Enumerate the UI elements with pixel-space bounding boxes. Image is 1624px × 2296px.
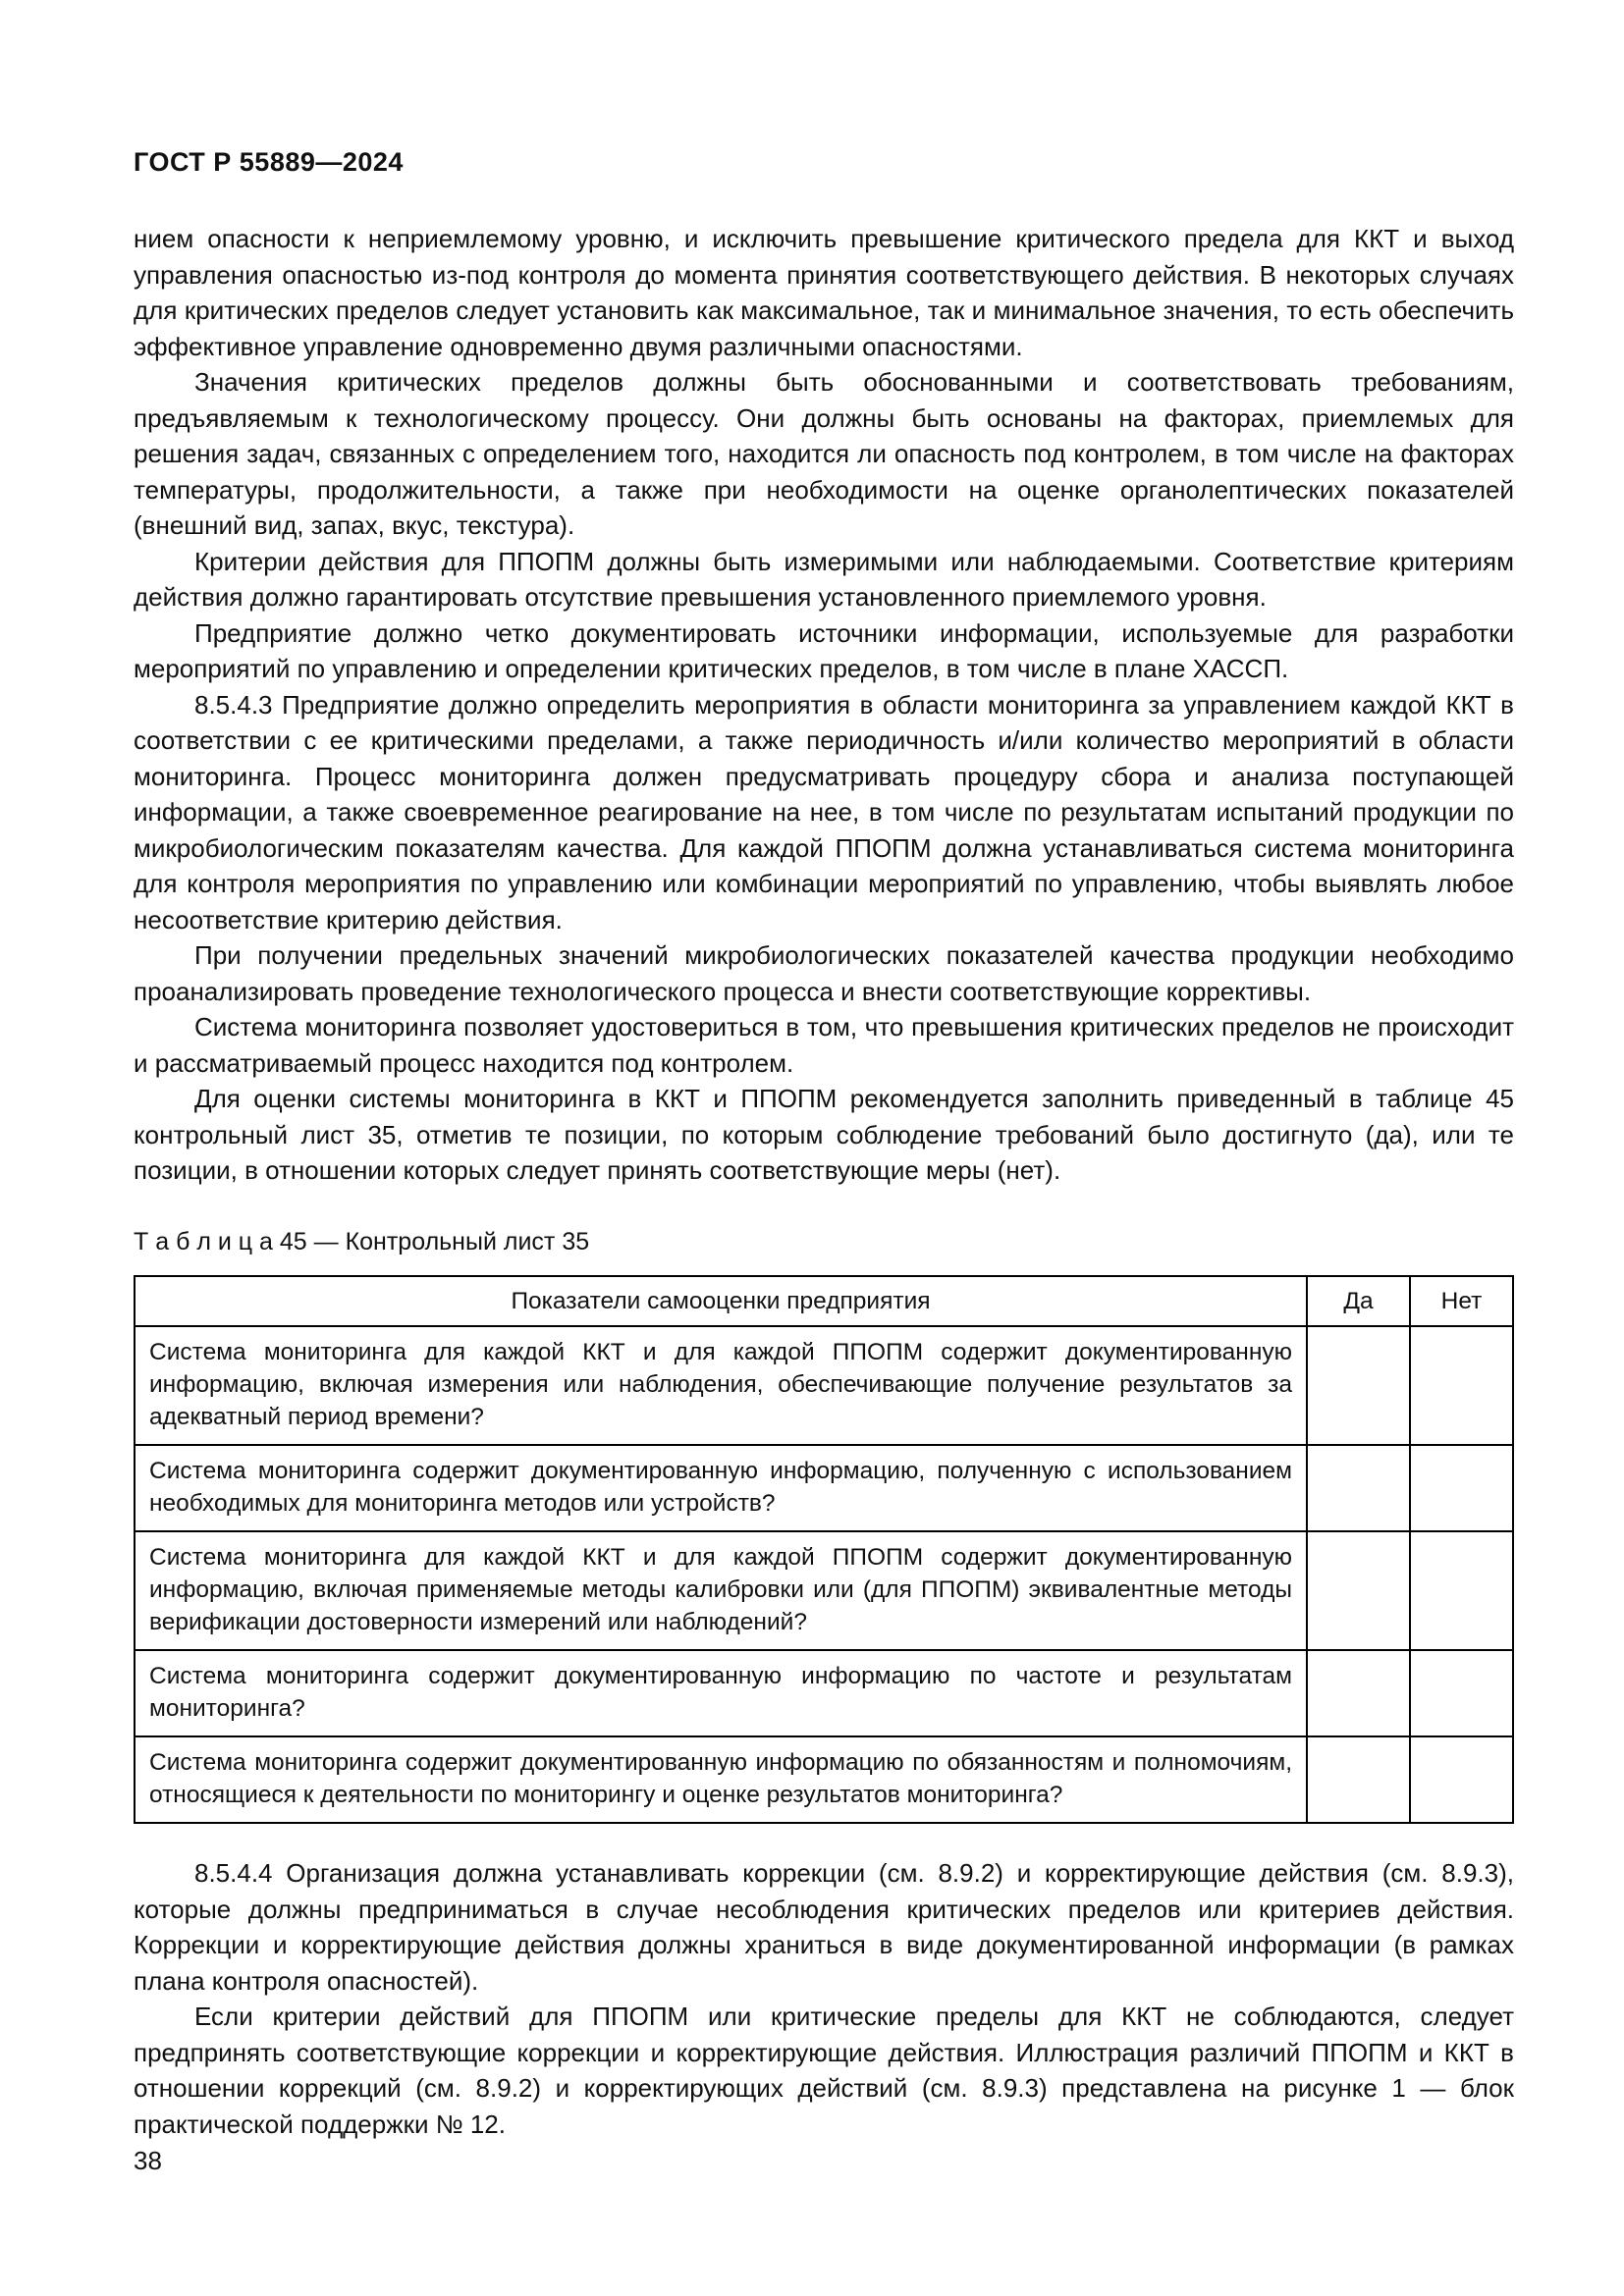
body-paragraph: Значения критических пределов должны быть обоснованными и соответствовать требованиям, предъявляемым к технологическому процессу. Они должны быть основаны на факторах, приемлемых для решения задач, связанных с определением того, находится ли опасность под контролем, в том числе на факторах температуры, продолжительности, а также при необходимости на оценке органолептических показателей (внешний вид, запах, вкус, текстура). [134, 367, 1514, 540]
table-cell-da [1307, 1650, 1410, 1736]
table-row [135, 1531, 1513, 1650]
body-paragraph: Критерии действия для ППОПМ должны быть измеримыми или наблюдаемыми. Соответствие критериям действия должно гарантировать отсутствие превышения установленного приемлемого уровня. [134, 546, 1514, 612]
table-cell-da [1307, 1445, 1410, 1531]
after-table-text [134, 1855, 1514, 2142]
table-row [135, 1445, 1513, 1531]
table-cell-indicator: Система мониторинга для каждой ККТ и для каждой ППОПМ содержит документированную информацию, включая применяемые методы калибровки или (для ППОПМ) эквивалентные методы верификации достоверности измерений или наблюдений? [135, 1531, 1307, 1650]
table-header-da: Да [1307, 1276, 1410, 1326]
body-paragraph: нием опасности к неприемлемому уровню, и исключить превышение критического предела для ККТ и выход управления опасностью из-под контроля до момента принятия соответствующего действия. В некоторых случаях для критических пределов следует установить как максимальное, так и минимальное значения, то есть обеспечить эффективное управление одновременно двумя различными опасностями. [134, 224, 1514, 361]
table-cell-net [1410, 1326, 1513, 1445]
table-cell-indicator: Система мониторинга содержит документированную информацию, полученную с использованием необходимых для мониторинга методов или устройств? [135, 1445, 1307, 1531]
table-cell-da [1307, 1326, 1410, 1445]
body-paragraph-8543: 8.5.4.3 Предприятие должно определить мероприятия в области мониторинга за управлением каждой ККТ в соответствии с ее критическими пределами, а также периодичность и/или количество мероприятий в области мониторинга. Процесс мониторинга должен предусматривать процедуру сбора и анализа поступающей информации, а также своевременное реагирование на нее, в том числе по результатам испытаний продукции по микробиологическим показателям качества. Для каждой ППОПМ должна устанавливаться система мониторинга для контроля мероприятия по управлению или комбинации мероприятий по управлению, чтобы выявлять любое несоответствие критерию действия. [134, 689, 1514, 934]
body-paragraph-8544: 8.5.4.4 Организация должна устанавливать коррекции (см. 8.9.2) и корректирующие действия (см. 8.9.3), которые должны предприниматься в случае несоблюдения критических пределов или критериев действия. Коррекции и корректирующие действия должны храниться в виде документированной информации (в рамках плана контроля опасностей). [134, 1858, 1514, 1996]
table-cell-net [1410, 1650, 1513, 1736]
body-paragraph: Система мониторинга позволяет удостовериться в том, что превышения критических пределов не происходит и рассматриваемый процесс находится под контролем. [134, 1012, 1514, 1078]
document-header: ГОСТ Р 55889—2024 [134, 147, 404, 177]
table-cell-da [1307, 1736, 1410, 1823]
table-cell-net [1410, 1736, 1513, 1823]
body-paragraph: Предприятие должно четко документировать источники информации, используемые для разработки мероприятий по управлению и определении критических пределов, в том числе в плане ХАССП. [134, 617, 1514, 683]
table-header-indicator: Показатели самооценки предприятия [135, 1276, 1307, 1326]
page-number: 38 [134, 2146, 162, 2175]
document-body [134, 221, 1514, 2142]
body-paragraph: Для оценки системы мониторинга в ККТ и ППОПМ рекомендуется заполнить приведенный в таблице 45 контрольный лист 35, отметив те позиции, по которым соблюдение требований было достигнуто (да), или те позиции, в отношении которых следует принять соответствующие меры (нет). [134, 1084, 1514, 1185]
table-caption: Т а б л и ц а 45 — Контрольный лист 35 [134, 1227, 590, 1255]
table-cell-net [1410, 1531, 1513, 1650]
table-cell-net [1410, 1445, 1513, 1531]
table-row [135, 1326, 1513, 1445]
table-cell-indicator: Система мониторинга содержит документированную информацию по частоте и результатам мониторинга? [135, 1650, 1307, 1736]
table-row [135, 1650, 1513, 1736]
table-header-row [135, 1276, 1513, 1326]
body-paragraph: При получении предельных значений микробиологических показателей качества продукции необходимо проанализировать проведение технологического процесса и внести соответствующие коррективы. [134, 940, 1514, 1006]
table-cell-indicator: Система мониторинга содержит документированную информацию по обязанностям и полномочиям, относящиеся к деятельности по мониторингу и оценке результатов мониторинга? [135, 1736, 1307, 1823]
table-cell-indicator: Система мониторинга для каждой ККТ и для каждой ППОПМ содержит документированную информацию, включая измерения или наблюдения, обеспечивающие получение результатов за адекватный период времени? [135, 1326, 1307, 1445]
table-cell-da [1307, 1531, 1410, 1650]
table-header-net: Нет [1410, 1276, 1513, 1326]
table-row [135, 1736, 1513, 1823]
body-paragraph: Если критерии действий для ППОПМ или критические пределы для ККТ не соблюдаются, следует предпринять соответствующие коррекции и корректирующие действия. Иллюстрация различий ППОПМ и ККТ в отношении коррекций (см. 8.9.2) и корректирующих действий (см. 8.9.3) представлена на рисунке 1 — блок практической поддержки № 12. [134, 2002, 1514, 2139]
checklist-table [134, 1275, 1514, 1824]
